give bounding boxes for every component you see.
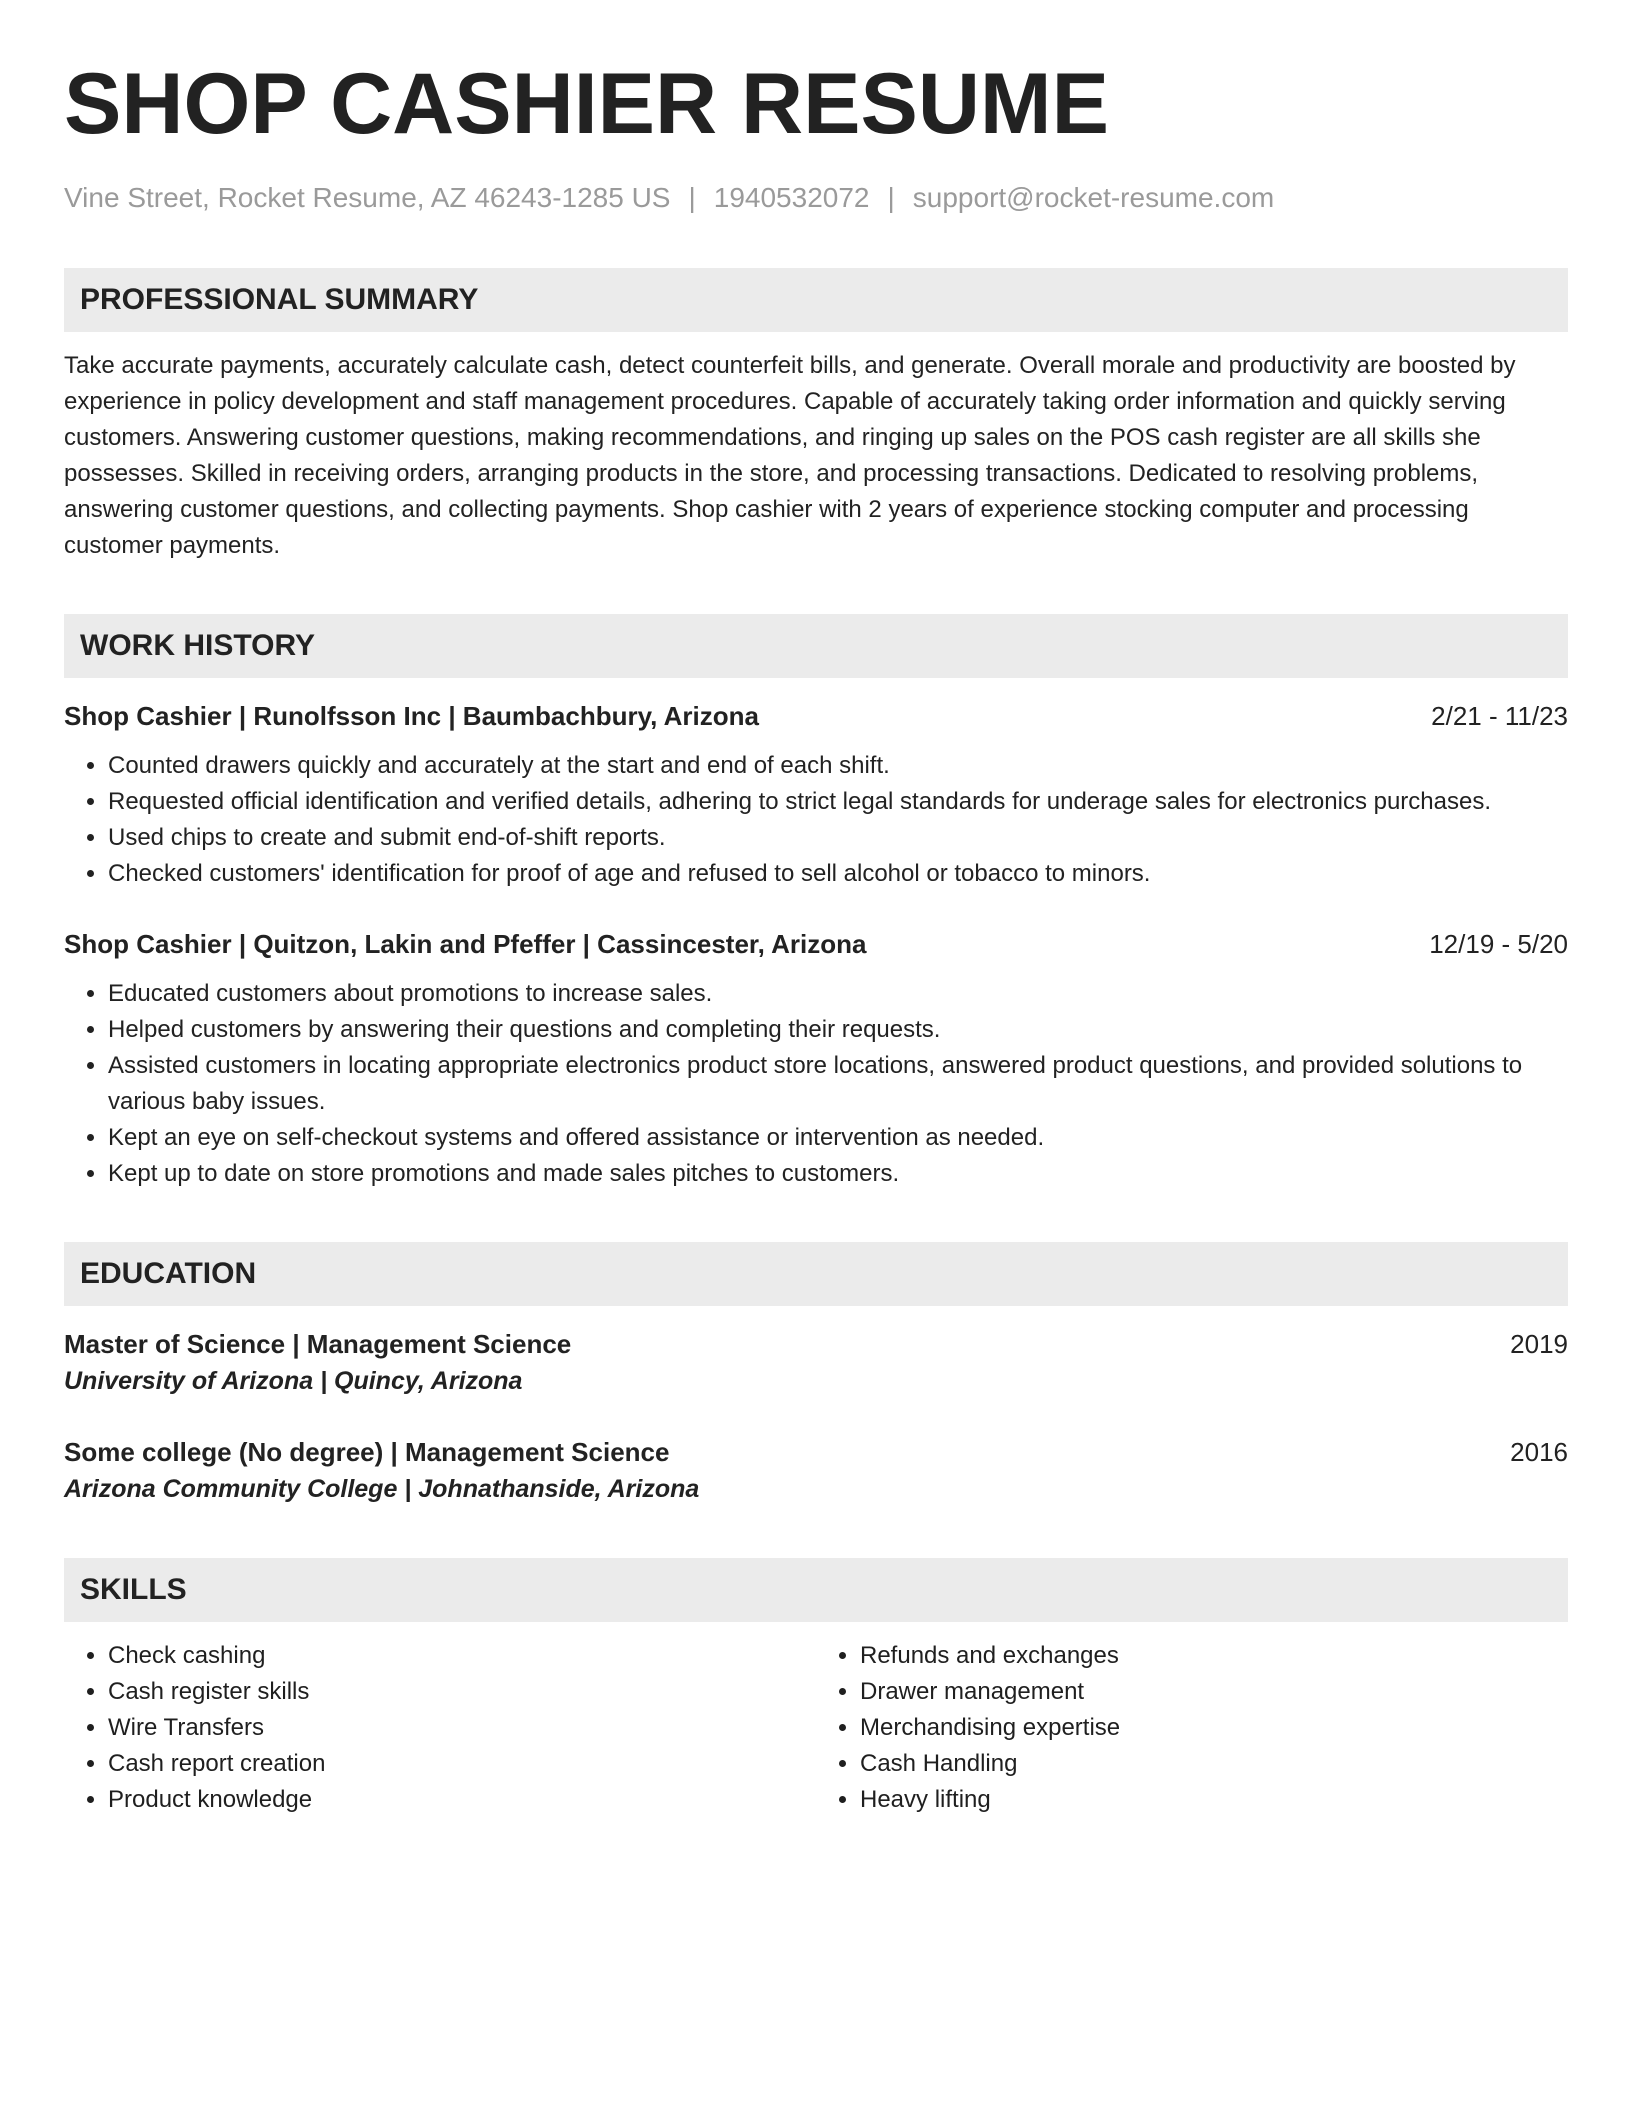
skill-item: • Merchandising expertise [860,1710,1512,1746]
skills-column-left [64,1638,760,1818]
resume-page [64,0,1568,1818]
skills-column-right [816,1638,1512,1818]
contact-phone: 1940532072 [713,182,870,213]
job-bullets [64,748,1568,892]
skills-list [64,1638,1568,1818]
skill-item: • Heavy lifting [860,1782,1512,1818]
skill-item: • Refunds and exchanges [860,1638,1512,1674]
job-bullets [64,976,1568,1192]
section-heading-work: WORK HISTORY [64,614,1568,678]
contact-address: Vine Street, Rocket Resume, AZ 46243-1285 US [64,182,671,213]
job-entry [64,698,1568,892]
education-degree: Some college (No degree) | Management Science [64,1437,670,1467]
skill-item: • Wire Transfers [108,1710,760,1746]
contact-separator: | [688,182,696,213]
education-year: 2019 [1510,1329,1568,1359]
skill-item: • Cash report creation [108,1746,760,1782]
contact-line [64,178,1568,218]
job-bullet: • Used chips to create and submit end-of-shift reports. [108,820,1568,856]
education-entry [64,1434,1568,1508]
skill-item: • Drawer management [860,1674,1512,1710]
education-school: Arizona Community College | Johnathanside, Arizona [64,1475,700,1503]
education-entry [64,1326,1568,1400]
job-dates: 12/19 - 5/20 [1429,929,1568,959]
job-title: Shop Cashier | Runolfsson Inc | Baumbachbury, Arizona [64,701,759,731]
education-header [64,1434,1568,1470]
education-degree: Master of Science | Management Science [64,1329,572,1359]
job-bullet: • Checked customers' identification for proof of age and refused to sell alcohol or tobacco to minors. [108,856,1568,892]
job-bullet: • Kept up to date on store promotions and made sales pitches to customers. [108,1156,1568,1192]
section-heading-summary: PROFESSIONAL SUMMARY [64,268,1568,332]
skill-item: • Check cashing [108,1638,760,1674]
resume-title: SHOP CASHIER RESUME [64,56,1109,152]
education-year: 2016 [1510,1437,1568,1467]
summary-text: Take accurate payments, accurately calculate cash, detect counterfeit bills, and generate. Overall morale and productivity are boosted by experience in policy development and staff management procedures. Capable of accurately taking order information and quickly serving customers. Answering customer questions, making recommendations, and ringing up sales on the POS cash register are all skills she possesses. Skilled in receiving orders, arranging products in the store, and processing transactions. Dedicated to resolving problems, answering customer questions, and collecting payments. Shop cashier with 2 years of experience stocking computer and processing customer payments. [64,352,1516,559]
job-bullet: • Kept an eye on self-checkout systems and offered assistance or intervention as needed. [108,1120,1568,1156]
job-dates: 2/21 - 11/23 [1431,701,1568,731]
job-title: Shop Cashier | Quitzon, Lakin and Pfeffer | Cassincester, Arizona [64,929,867,959]
section-heading-education: EDUCATION [64,1242,1568,1306]
contact-separator: | [887,182,895,213]
job-header [64,698,1568,734]
job-header [64,926,1568,962]
section-heading-skills: SKILLS [64,1558,1568,1622]
contact-email: support@rocket-resume.com [912,182,1275,213]
job-bullet: • Assisted customers in locating appropriate electronics product store locations, answered product questions, and provided solutions to various baby issues. [108,1048,1568,1120]
skill-item: • Cash register skills [108,1674,760,1710]
education-header [64,1326,1568,1362]
job-entry [64,926,1568,1192]
skill-item: • Product knowledge [108,1782,760,1818]
job-bullet: • Educated customers about promotions to increase sales. [108,976,1568,1012]
job-bullet: • Helped customers by answering their questions and completing their requests. [108,1012,1568,1048]
job-bullet: • Counted drawers quickly and accurately at the start and end of each shift. [108,748,1568,784]
job-bullet: • Requested official identification and verified details, adhering to strict legal standards for underage sales for electronics purchases. [108,784,1568,820]
skill-item: • Cash Handling [860,1746,1512,1782]
education-school: University of Arizona | Quincy, Arizona [64,1367,523,1395]
